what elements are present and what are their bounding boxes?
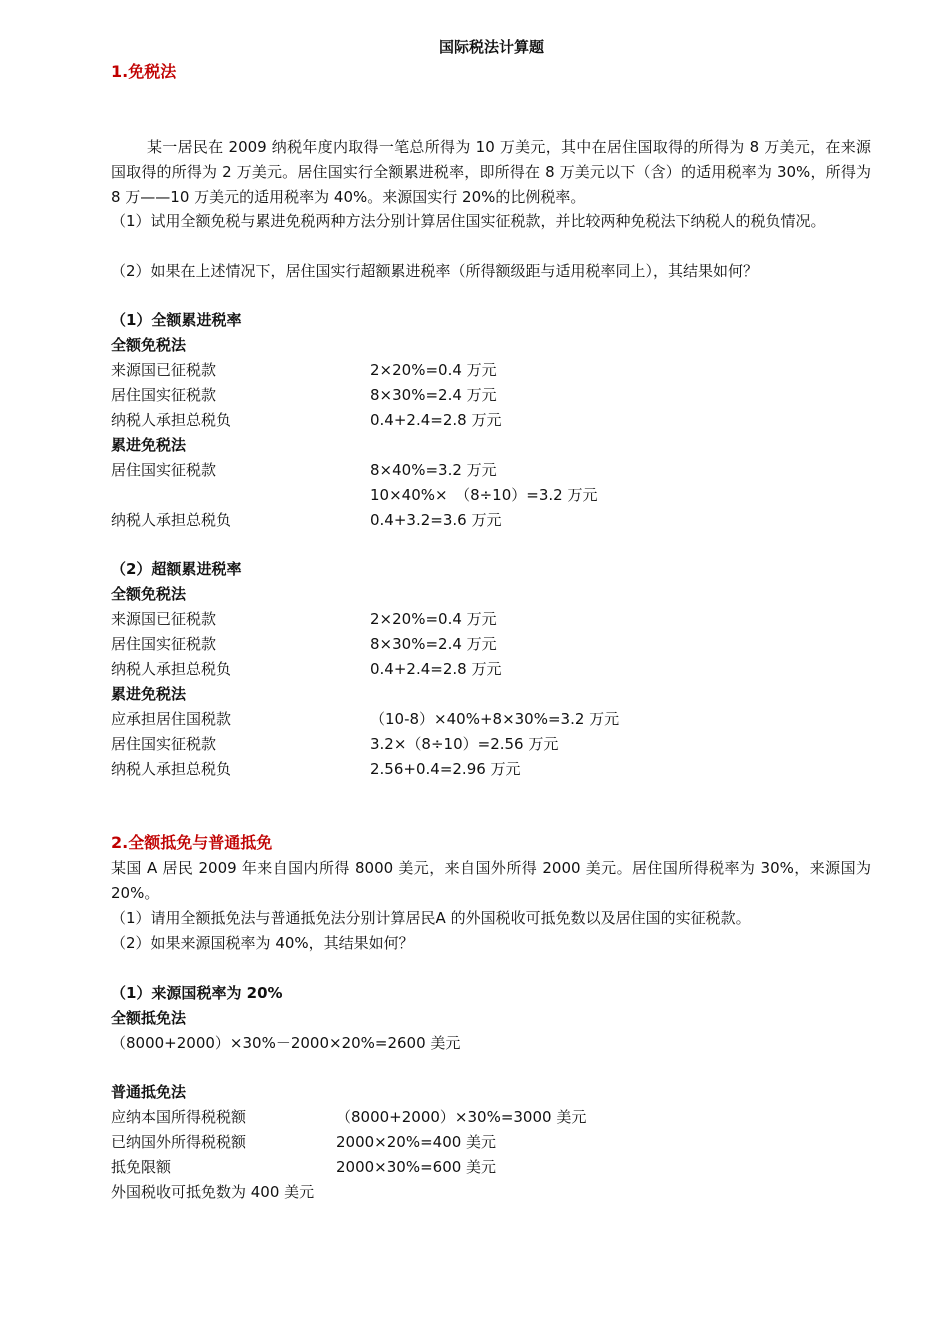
calc-value: 0.4+2.4=2.8 万元	[370, 660, 502, 678]
calc-label: 抵免限额	[111, 1158, 172, 1176]
calc-label: 纳税人承担总税负	[111, 511, 232, 529]
section-1-question-2: （2）如果在上述情况下，居住国实行超额累进税率（所得额级距与适用税率同上），其结果如何？	[111, 262, 759, 280]
calc-label: 来源国已征税款	[111, 610, 217, 628]
full-credit-title: 全额抵免法	[111, 1009, 187, 1027]
section-2-part-1-heading: （1）来源国税率为 20%	[111, 984, 283, 1002]
calc-value: 8×30%=2.4 万元	[370, 635, 497, 653]
calc-label: 应承担居住国税款	[111, 710, 232, 728]
part-1-full-exemption-title: 全额免税法	[111, 336, 187, 354]
calc-value: 2×20%=0.4 万元	[370, 610, 497, 628]
calc-value: 8×30%=2.4 万元	[370, 386, 497, 404]
calc-value: 2.56+0.4=2.96 万元	[370, 760, 521, 778]
credit-conclusion: 外国税收可抵免数为 400 美元	[111, 1183, 315, 1201]
calc-value: （8000+2000）×30%=3000 美元	[336, 1108, 587, 1126]
calc-value: 8×40%=3.2 万元	[370, 461, 497, 479]
part-2-full-exemption-title: 全额免税法	[111, 585, 187, 603]
section-1-question-1: （1）试用全额免税与累进免税两种方法分别计算居住国实征税款，并比较两种免税法下纳税人的税负情况。	[111, 212, 826, 230]
calc-value: 10×40%× （8÷10）=3.2 万元	[370, 486, 598, 504]
calc-label: 已纳国外所得税税额	[111, 1133, 247, 1151]
part-2-progressive-exemption-title: 累进免税法	[111, 685, 187, 703]
calc-label: 纳税人承担总税负	[111, 660, 232, 678]
calc-value: 3.2×（8÷10）=2.56 万元	[370, 735, 559, 753]
calc-label: 应纳本国所得税税额	[111, 1108, 247, 1126]
calc-label: 纳税人承担总税负	[111, 411, 232, 429]
ordinary-credit-title: 普通抵免法	[111, 1083, 187, 1101]
calc-label: 来源国已征税款	[111, 361, 217, 379]
section-2-question-2: （2）如果来源国税率为 40%，其结果如何？	[111, 934, 414, 952]
calc-value: 0.4+2.4=2.8 万元	[370, 411, 502, 429]
full-credit-formula: （8000+2000）×30%－2000×20%=2600 美元	[111, 1034, 461, 1052]
part-2-heading: （2）超额累进税率	[111, 560, 242, 578]
part-1-heading: （1）全额累进税率	[111, 311, 242, 329]
section-2-intro: 某国 A 居民 2009 年来自国内所得 8000 美元，来自国外所得 2000 美元。居住国所得税率为 30%，来源国为 20%。	[111, 859, 871, 902]
calc-label: 居住国实征税款	[111, 635, 217, 653]
part-1-progressive-exemption-title: 累进免税法	[111, 436, 187, 454]
document-title: 国际税法计算题	[438, 38, 544, 56]
section-1-intro: 某一居民在 2009 纳税年度内取得一笔总所得为 10 万美元，其中在居住国取得的所得为 8 万美元，在来源国取得的所得为 2 万美元。居住国实行全额累进税率，即所得在 8 万美元以下（含）的适用税率为 30%，所得为 8 万——10 万美元的适用税率为 40%。来源国实行 20%的比例税率。	[111, 138, 871, 206]
section-2-question-1: （1）请用全额抵免法与普通抵免法分别计算居民A 的外国税收可抵免数以及居住国的实征税款。	[111, 909, 751, 927]
calc-value: 0.4+3.2=3.6 万元	[370, 511, 502, 529]
calc-label: 纳税人承担总税负	[111, 760, 232, 778]
calc-value: 2000×20%=400 美元	[336, 1133, 497, 1151]
calc-value: （10-8）×40%+8×30%=3.2 万元	[370, 710, 620, 728]
section-2-heading: 2.全额抵免与普通抵免	[111, 833, 273, 852]
calc-value: 2×20%=0.4 万元	[370, 361, 497, 379]
calc-label: 居住国实征税款	[111, 735, 217, 753]
section-1-heading: 1.免税法	[111, 62, 177, 81]
calc-label: 居住国实征税款	[111, 461, 217, 479]
calc-value: 2000×30%=600 美元	[336, 1158, 497, 1176]
calc-label: 居住国实征税款	[111, 386, 217, 404]
